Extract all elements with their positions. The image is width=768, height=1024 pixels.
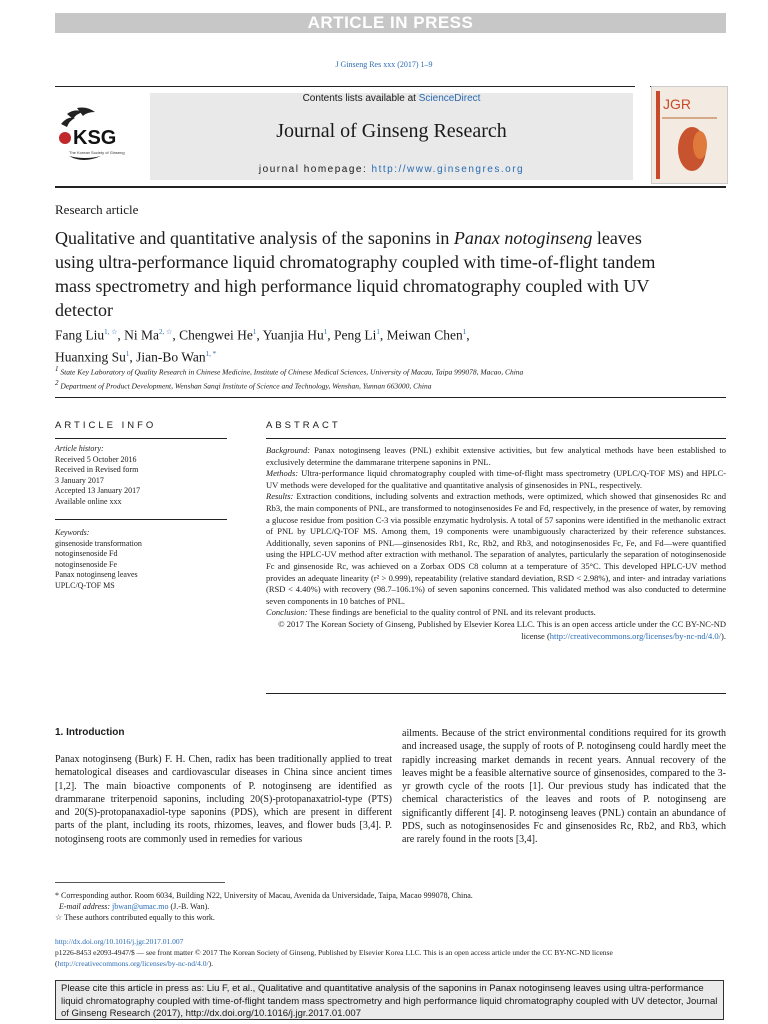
- sciencedirect-link[interactable]: ScienceDirect: [418, 93, 481, 104]
- title-species: Panax notoginseng: [453, 228, 593, 248]
- journal-title: Journal of Ginseng Research: [276, 120, 507, 142]
- footnote-corresponding: * Corresponding author. Room 6034, Building N22, University of Macau, Avenida da Universidade, Taipa, Macao 999078, China.: [55, 891, 473, 900]
- issn-text: p1226-8453 e2093-4947/$ — see front matter © 2017 The Korean Society of Ginseng, Published by Elsevier Korea LLC. This is an open access article under the CC BY-NC-ND license (: [55, 948, 613, 968]
- abstract-copyright: [266, 619, 726, 642]
- corresponding-text: Corresponding author. Room 6034, Building N22, University of Macau, Avenida da Universidade, Taipa, Macao 999078, China.: [61, 891, 473, 900]
- keywords-label: Keywords:: [55, 528, 90, 537]
- history-item: Received 5 October 2016: [55, 454, 137, 464]
- background-text: Panax notoginseng leaves (PNL) exhibit extensive activities, but few analytical methods have been established to exclusively determine the dammarane triterpene saponins in PNL.: [266, 445, 726, 467]
- author-name: Ni Ma: [124, 327, 160, 343]
- keyword-item: UPLC/Q-TOF MS: [55, 580, 115, 590]
- doi-link[interactable]: http://dx.doi.org/10.1016/j.jgr.2017.01.007: [55, 937, 184, 946]
- homepage-link[interactable]: http://www.ginsengres.org: [371, 164, 525, 175]
- author-affil-mark[interactable]: 1: [252, 328, 257, 336]
- introduction-heading: 1. Introduction: [55, 727, 125, 738]
- title-part-1: Qualitative and quantitative analysis of the saponins in: [55, 228, 454, 248]
- conclusion-label: Conclusion:: [266, 607, 308, 618]
- author-name: Jian-Bo Wan: [136, 349, 206, 364]
- methods-text: Ultra-performance liquid chromatography coupled with time-of-flight mass spectrometry (UPLC/Q-TOF MS) and HPLC-UV methods were developed for the qualitative and quantitative analysis of ginsenosides in PNL, respectively.: [266, 468, 727, 490]
- header-rule: [55, 186, 726, 188]
- author-affil-mark[interactable]: 2, ☆: [159, 328, 173, 336]
- history-item: 3 January 2017: [55, 475, 104, 485]
- divider: [55, 438, 227, 439]
- keyword-item: notoginsenoside Fd: [55, 549, 118, 558]
- abstract-background: [266, 445, 726, 468]
- divider: [266, 438, 726, 439]
- issn-line: [55, 947, 726, 969]
- footnote-email: [55, 901, 726, 912]
- author-name: Yuanjia Hu: [262, 327, 324, 343]
- footnote-equal: ☆ These authors contributed equally to this work.: [55, 913, 215, 922]
- affiliation-item: [55, 364, 735, 378]
- email-link[interactable]: jbwan@umac.mo: [112, 902, 169, 911]
- contents-prefix: Contents lists available at: [302, 93, 419, 104]
- conclusion-text: These findings are beneficial to the quality control of PNL and its relevant products.: [309, 607, 596, 618]
- affiliation-item: [55, 378, 735, 392]
- author-affil-mark[interactable]: 1: [462, 328, 467, 336]
- citation-box: Please cite this article in press as: Liu F, et al., Qualitative and quantitative analysis of the saponins in Panax notoginseng leaves using ultra-performance liquid chromatography coupled with time-of-flight tandem mass spectrometry and high performance liquid chromatography coupled with UV detector, Journal of Ginseng Research (2017), http://dx.doi.org/10.1016/j.jgr.2017.01.007: [55, 980, 724, 1020]
- journal-homepage: [150, 164, 633, 175]
- abstract-heading: ABSTRACT: [266, 420, 341, 431]
- article-info: [55, 444, 235, 591]
- contents-line: [150, 93, 633, 104]
- history-item: Received in Revised form: [55, 465, 139, 474]
- divider: [55, 86, 635, 87]
- journal-citation-line[interactable]: J Ginseng Res xxx (2017) 1–9: [335, 60, 433, 69]
- divider: [266, 693, 726, 694]
- keyword-item: notoginsenoside Fe: [55, 559, 117, 569]
- intro-column-left: Panax notoginseng (Burk) F. H. Chen, radix has been traditionally applied to treat hematological diseases and cardiovascular diseases in China since ancient times [1,2]. The main bioactive components of P. notoginseng are identified as drammarane triterpenoid saponins, including 20(S)-protopanaxatriol-type (PTS) and 20(S)-protopanaxadiol-type saponins (PDS), which are present in different parts of the plant, including its roots, rhizomes, leaves, and flower buds [3,4]. P. notoginseng roots are commonly used in remedies for various: [55, 754, 392, 845]
- affiliations: [55, 364, 735, 391]
- author-name: Huanxing Su: [55, 349, 126, 364]
- email-label: E-mail address:: [59, 902, 113, 911]
- author-affil-mark[interactable]: 1: [323, 328, 328, 336]
- ksg-logo: [55, 104, 135, 170]
- author-list: Fang Liu$^{1, ☆}$, Ni $Ma^{2, ☆}$, Chengwei He$^1$, Yuanjia Hu$^1$, Peng Li$^1$, Meiwan Chen$^1$, Huanxing Su$^1$, Jian-Bo Wan$^{1, *}$: [55, 327, 470, 364]
- copyright-text: © 2017 The Korean Society of Ginseng, Published by Elsevier Korea LLC. This is an open access article under the CC BY-NC-ND license (: [278, 618, 726, 641]
- article-in-press-banner: ARTICLE IN PRESS: [55, 13, 726, 33]
- history-item: Available online xxx: [55, 496, 122, 506]
- affiliation-text: Department of Product Development, Wenshan Sanqi Institute of Science and Technology, Wenshan, Yunnan 663000, China: [60, 381, 432, 390]
- article-title: [55, 226, 675, 322]
- license-link[interactable]: http://creativecommons.org/licenses/by-nc-nd/4.0/: [549, 630, 722, 641]
- footnotes: [55, 890, 726, 923]
- affiliation-number: 1: [55, 365, 59, 373]
- abstract-body: [266, 445, 726, 642]
- abstract-methods: [266, 468, 726, 491]
- methods-label: Methods:: [266, 468, 299, 479]
- divider: [55, 519, 227, 520]
- author-name: Meiwan Chen: [386, 327, 463, 343]
- author-affil-mark[interactable]: 1: [125, 349, 130, 358]
- background-label: Background:: [266, 445, 311, 455]
- divider: [55, 397, 726, 398]
- affiliation-text: State Key Laboratory of Quality Research in Chinese Medicine, Institute of Chinese Medical Sciences, University of Macau, Taipa 999078, Macao, China: [60, 367, 524, 377]
- abstract-results: [266, 491, 726, 607]
- keyword-item: ginsenoside transformation: [55, 538, 142, 548]
- copyright-end: ).: [721, 630, 726, 641]
- results-label: Results:: [266, 491, 294, 502]
- author-name: Chengwei He: [179, 327, 253, 343]
- author-affil-mark[interactable]: 1: [376, 328, 380, 336]
- journal-cover-image: [651, 86, 728, 184]
- doi-block: [55, 936, 726, 969]
- footnote-rule: [55, 882, 225, 883]
- author-affil-mark[interactable]: 1, ☆: [104, 328, 118, 336]
- results-text: Extraction conditions, including solvents and extraction methods, were optimized, which showed that ginsenosides Rc and Rb3, the main components of PNL, are transformed to notoginsenosides Fe and Fd, respectively, in the presence of water, by removing a glucose residue from position C-3 via possible enzymatic hydrolysis. A total of 57 saponins were identified in the methanolic extract of PNL by UPLC/Q-TOF MS. Among them, 19 components were unambiguously characterized by their reference substances. Additionally, seven saponins of PNL—ginsenosides Rb1, Rc, Rb2, and Rb3, and notoginsenosides Fc, Fe, and Fd—were quantified using the HPLC-UV method after extraction with methanol. The separation of analytes, particularly the separation of notoginsenoside Fc and ginsenoside Rc, was achieved on a Zorbax ODS C8 column at a temperature of 35°C. This developed HPLC-UV method provides an adequate linearity (r² > 0.999), repeatability (relative standard deviation, RSD < 2.98%), and inter- and intraday variations (RSD < 4.40%) with recovery (98.7–106.1%) of seven saponins concerned. This validated method was also conducted to determine seven components in 10 batches of PNL.: [266, 491, 726, 606]
- doi-license-link[interactable]: http://creativecommons.org/licenses/by-nc-nd/4.0/: [57, 959, 209, 968]
- abstract-conclusion: [266, 607, 726, 619]
- license-end: ).: [208, 959, 213, 968]
- author-affil-mark[interactable]: 1, *: [205, 349, 217, 358]
- logo-text: KSG: [73, 127, 117, 149]
- article-info-heading: ARTICLE INFO: [55, 420, 157, 431]
- cover-text: JGR: [663, 96, 691, 112]
- author-name: Fang Liu: [55, 327, 105, 343]
- logo-subtext: The Korean Society of Ginseng: [69, 150, 125, 155]
- email-suffix: (J.-B. Wan).: [168, 902, 210, 911]
- history-label: Article history:: [55, 444, 104, 453]
- intro-column-right: ailments. Because of the strict environmental conditions required for its growth and increased usage, the supply of roots of P. notoginseng could hardly meet the rapidly increasing market demands in recent years. Annual recovery of the leaves might be a feasible alternative source of ginsenosides, compared to the 3-yr growth cycle of the roots [1]. Our previous study has indicated that the chemical characteristics of the leaves and roots of P. notoginseng are significantly different [4]. P. notoginseng leaves (PNL) contain an abundance of PDS, such as notoginsenosides Fc and ginsenosides Rc, Rb2, and Rb3, which are rarely found in the roots [3,4].: [402, 728, 726, 846]
- affiliation-number: 2: [55, 378, 59, 387]
- homepage-prefix: journal homepage:: [258, 164, 372, 175]
- title-part-2: leaves using ultra-performance liquid chromatography coupled with time-of-flight tandem mass spectrometry and high performance liquid chromatography coupled with UV detector: [55, 228, 656, 320]
- author-name: Peng Li: [334, 327, 377, 343]
- article-type: Research article: [55, 202, 139, 217]
- history-item: Accepted 13 January 2017: [55, 486, 141, 495]
- equal-contribution-text: These authors contributed equally to this work.: [64, 913, 215, 922]
- keyword-item: Panax notoginseng leaves: [55, 570, 138, 579]
